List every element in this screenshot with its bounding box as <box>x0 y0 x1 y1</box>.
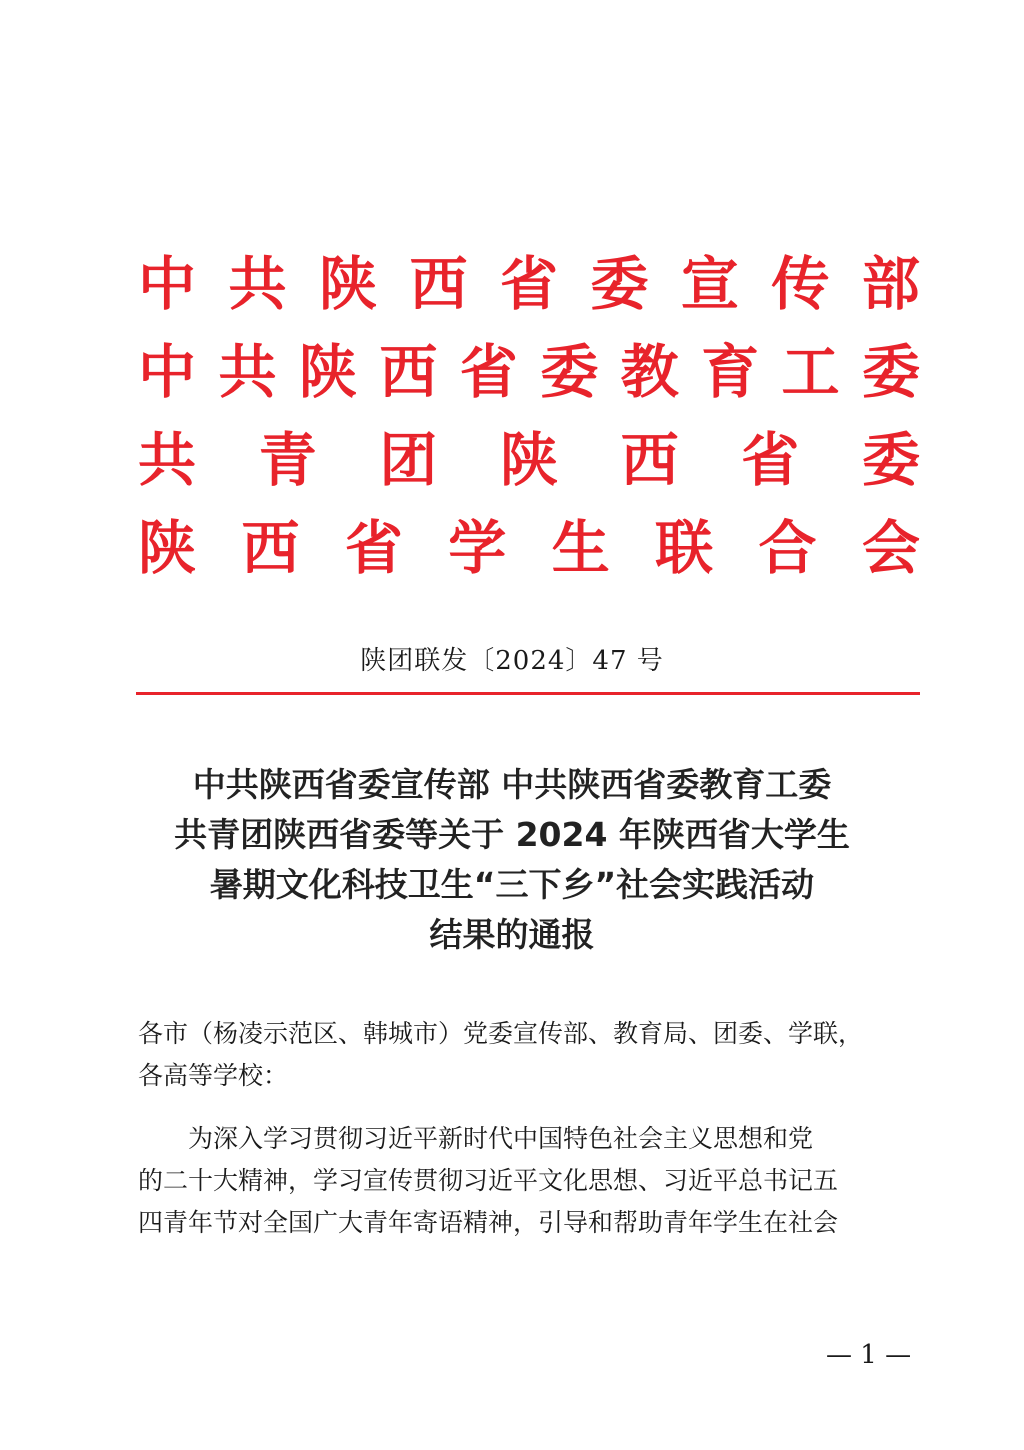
org-char: 省 <box>741 426 800 494</box>
document-body <box>138 1013 920 1244</box>
org-char: 青 <box>258 426 317 494</box>
org-line-youth-league <box>138 416 920 504</box>
title-line: 中共陕西省委宣传部 中共陕西省委教育工委 <box>192 765 832 804</box>
document-title <box>120 760 904 960</box>
org-char: 省 <box>499 250 558 318</box>
paragraph-line <box>138 1118 920 1160</box>
org-char: 工 <box>781 338 840 406</box>
org-char: 委 <box>861 426 920 494</box>
org-char: 共 <box>218 338 277 406</box>
org-char: 教 <box>620 338 679 406</box>
org-char: 会 <box>861 514 920 582</box>
org-char: 部 <box>861 250 920 318</box>
org-char: 委 <box>540 338 599 406</box>
org-line-publicity-department <box>138 240 920 328</box>
org-line-student-federation <box>138 504 920 592</box>
org-char: 生 <box>551 514 610 582</box>
org-char: 中 <box>138 338 197 406</box>
org-char: 共 <box>228 250 287 318</box>
org-line-education-work-committee <box>138 328 920 416</box>
title-line: 暑期文化科技卫生“三下乡”社会实践活动 <box>209 865 815 904</box>
org-char: 中 <box>138 250 197 318</box>
org-char: 合 <box>758 514 817 582</box>
document-number: 陕团联发〔2024〕47 号 <box>360 646 664 676</box>
title-line: 结果的通报 <box>429 915 595 954</box>
org-char: 西 <box>241 514 300 582</box>
salutation-line: 各市（杨凌示范区、韩城市）党委宣传部、教育局、团委、学联， <box>138 1019 864 1048</box>
org-char: 学 <box>448 514 507 582</box>
org-char: 传 <box>771 250 830 318</box>
org-char: 联 <box>655 514 714 582</box>
org-char: 陕 <box>318 250 377 318</box>
title-line: 共青团陕西省委等关于 2024 年陕西省大学生 <box>174 815 850 854</box>
org-char: 委 <box>861 338 920 406</box>
paragraph-line: 四青年节对全国广大青年寄语精神，引导和帮助青年学生在社会 <box>138 1208 839 1237</box>
org-char: 陕 <box>499 426 558 494</box>
paragraph-line: 的二十大精神，学习宣传贯彻习近平文化思想、习近平总书记五 <box>138 1166 839 1195</box>
org-char: 西 <box>379 338 438 406</box>
org-char: 宣 <box>680 250 739 318</box>
org-char: 陕 <box>298 338 357 406</box>
org-char: 西 <box>620 426 679 494</box>
red-divider-rule <box>136 692 920 695</box>
org-char: 育 <box>701 338 760 406</box>
issuing-organizations <box>138 240 920 592</box>
org-char: 省 <box>344 514 403 582</box>
paragraph-line-text: 为深入学习贯彻习近平新时代中国特色社会主义思想和党 <box>188 1124 814 1153</box>
org-char: 团 <box>379 426 438 494</box>
org-char: 西 <box>409 250 468 318</box>
org-char: 陕 <box>138 514 197 582</box>
org-char: 共 <box>138 426 197 494</box>
salutation-line: 各高等学校： <box>138 1061 289 1090</box>
org-char: 省 <box>459 338 518 406</box>
page-number: — 1 — <box>826 1340 912 1370</box>
org-char: 委 <box>590 250 649 318</box>
